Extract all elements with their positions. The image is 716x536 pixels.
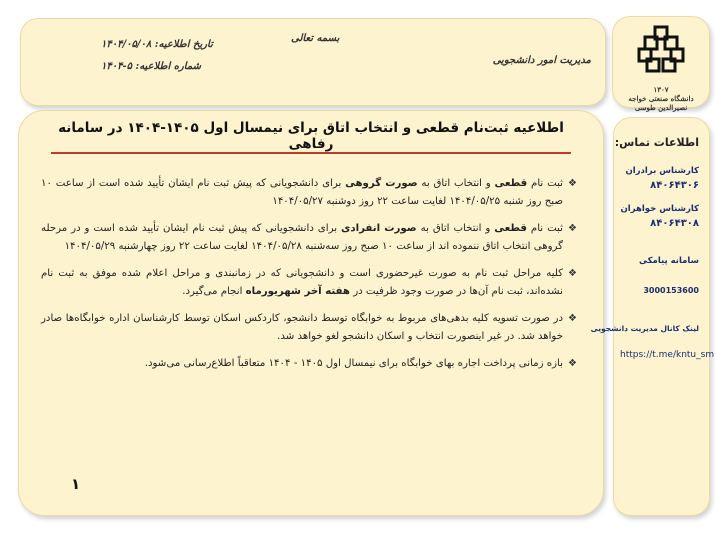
item-text: ثبت نام bbox=[527, 178, 563, 189]
emphasis-text: قطعی bbox=[494, 178, 528, 189]
emphasis-text: صورت انفرادی bbox=[341, 223, 417, 234]
channel-label: لینک کانال مدیریت دانشجویی bbox=[590, 324, 699, 333]
emphasis-text: صورت گروهی bbox=[345, 178, 418, 189]
logo-year: ۱۳۰۷ bbox=[653, 85, 669, 94]
announcement-item bbox=[41, 355, 577, 373]
bullet-diamond-icon: ❖ bbox=[568, 313, 577, 324]
sms-label: سامانه پیامکی bbox=[639, 256, 699, 266]
logo-panel bbox=[612, 16, 710, 112]
item-text: و انتخاب اتاق به bbox=[417, 178, 495, 189]
logo-university-name: دانشگاه صنعتی خواجه نصیرالدین طوسی bbox=[628, 94, 694, 112]
channel-link[interactable]: https://t.me/kntu_sm bbox=[620, 350, 715, 360]
item-text: انجام می‌گیرد. bbox=[182, 286, 246, 297]
title-divider bbox=[51, 152, 571, 154]
announcement-title: اطلاعیه ثبت‌نام قطعی و انتخاب اتاق برای نیمسال اول ۱۴۰۵-۱۴۰۴ در سامانه رفاهی bbox=[58, 120, 564, 152]
sms-number: 3000153600 bbox=[643, 286, 699, 295]
brothers-label: کارشناس برادران bbox=[625, 166, 699, 176]
university-logo-icon bbox=[637, 25, 685, 73]
item-text: برای دانشجویانی که پیش ثبت نام ایشان تأیید شده است و در مرحله گروهی انتخاب اتاق ننموده اند از ساعت ۱۰ صبح روز سه‌شنبه ۱۴۰۴/۰۵/۲۸ لغایت ساعت ۲۲ روز چهارشنبه ۱۴۰۴/۰۵/۲۹ bbox=[41, 223, 563, 252]
bullet-diamond-icon: ❖ bbox=[568, 223, 577, 234]
contact-title: اطلاعات تماس: bbox=[614, 136, 699, 149]
announcement-item bbox=[41, 265, 577, 301]
announcement-date: تاریخ اطلاعیه: ۱۴۰۴/۰۵/۰۸ bbox=[101, 39, 213, 50]
bullet-diamond-icon: ❖ bbox=[568, 268, 577, 279]
announcement-item bbox=[41, 220, 577, 256]
bullet-diamond-icon: ❖ bbox=[568, 178, 577, 189]
sisters-label: کارشناس خواهران bbox=[620, 204, 699, 214]
item-text: برای دانشجویانی که پیش ثبت نام ایشان تأیید شده است از ساعت ۱۰ صبح روز شنبه ۱۴۰۴/۰۵/۲۵ لغایت ساعت ۲۲ روز دوشنبه ۱۴۰۴/۰۵/۲۷ bbox=[41, 178, 563, 207]
emphasis-text: قطعی bbox=[494, 223, 527, 234]
item-text: کلیه مراحل ثبت نام به صورت غیرحضوری است و دانشجویانی که در زمانبندی و مراحل اعلام شده موفق به ثبت نام نشده‌اند، ثبت نام آن‌ها در صورت وجود ظرفیت در bbox=[41, 268, 563, 297]
announcement-panel bbox=[18, 110, 604, 516]
page-number: ۱ bbox=[71, 475, 81, 493]
announcement-item bbox=[41, 310, 577, 346]
item-text: در صورت تسویه کلیه بدهی‌های مربوط به خوابگاه توسط دانشجو، کاردکس اسکان توسط کارشناسان اداره خوابگاه‌ها صادر خواهد شد. در غیر اینصورت انتخاب و اسکان دانشجو لغو خواهد شد. bbox=[41, 313, 563, 342]
bullet-diamond-icon: ❖ bbox=[568, 358, 577, 369]
item-text: بازه زمانی پرداخت اجاره بهای خوابگاه برای نیمسال اول ۱۴۰۵ - ۱۴۰۴ متعاقباً اطلاع‌رسانی می‌شود. bbox=[144, 358, 563, 369]
header-panel bbox=[20, 18, 606, 106]
announcement-list bbox=[41, 175, 577, 382]
logo-caption bbox=[613, 85, 709, 112]
sisters-phone: ۸۴۰۶۴۳۰۸ bbox=[650, 218, 699, 229]
item-text: و انتخاب اتاق به bbox=[416, 223, 495, 234]
announcement-item bbox=[41, 175, 577, 211]
contact-panel bbox=[590, 117, 715, 516]
brothers-phone: ۸۴۰۶۴۳۰۶ bbox=[650, 180, 699, 191]
emphasis-text: هفته آخر شهریورماه bbox=[245, 286, 350, 297]
announcement-number: شماره اطلاعیه: ۵-۱۴۰۴ bbox=[101, 61, 201, 72]
department-name: مدیریت امور دانشجویی bbox=[492, 55, 591, 66]
item-text: ثبت نام bbox=[526, 223, 563, 234]
basmala: بسمه تعالی bbox=[291, 33, 340, 44]
